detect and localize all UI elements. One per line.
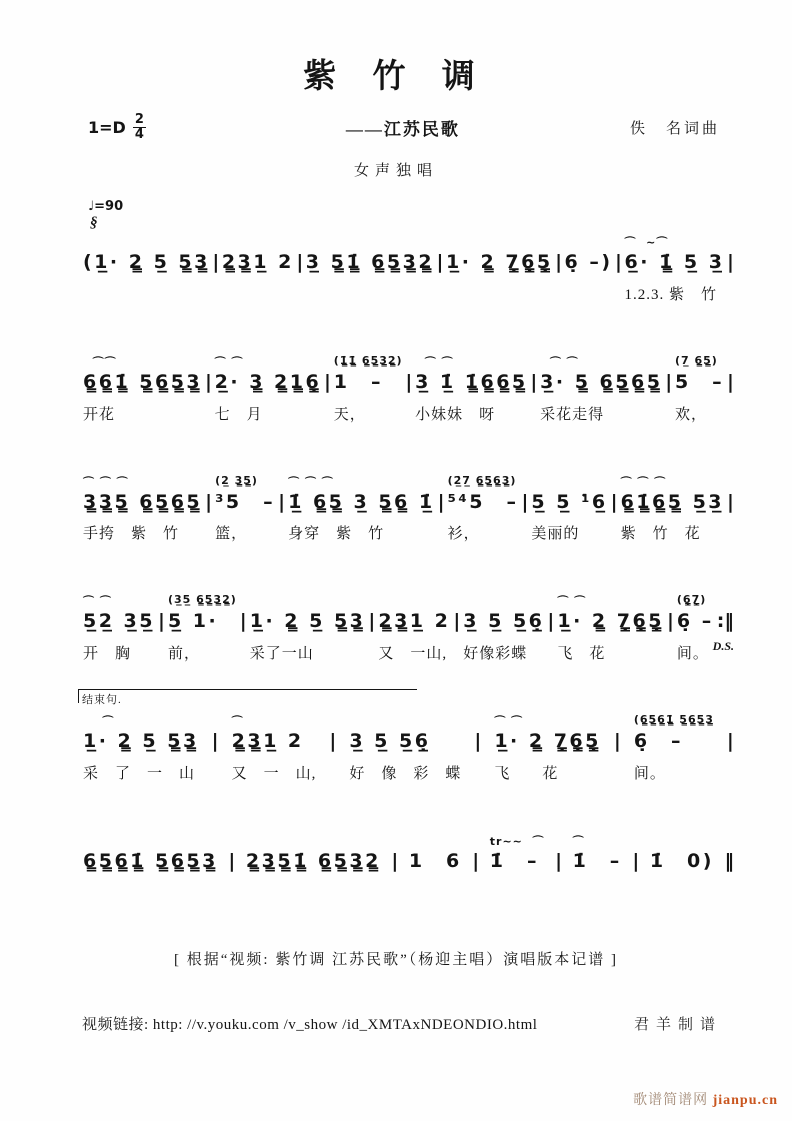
- jianpu-notes: 1̲· 2̳ 7̳̣6̳̣5̳̣: [557, 610, 664, 633]
- ornament-annotation: ⌒ ⌒: [415, 356, 454, 370]
- barline: |: [204, 371, 212, 394]
- measure: [572, 833, 623, 899]
- barline: :‖: [716, 610, 734, 633]
- tempo-block: [88, 200, 792, 232]
- measure: [287, 474, 436, 544]
- measure: [245, 833, 382, 899]
- lyrics: 紫 竹 花: [620, 526, 701, 543]
- barline: |: [521, 490, 529, 513]
- jianpu-notes: 2̳3̳1̲ 2: [221, 251, 294, 274]
- lyrics: 前，: [167, 646, 200, 663]
- jianpu-notes: ⁵⁴5 –: [447, 490, 519, 513]
- lyrics: 采了一山: [249, 646, 314, 663]
- watermark-site-name: 歌谱简谱网: [633, 1093, 713, 1108]
- ornament-annotation: (6̳5̳6̳1̳̇ 5̳6̳5̳3̳: [633, 713, 714, 727]
- lyrics: [573, 881, 622, 898]
- ornament-annotation: [306, 234, 434, 250]
- score-line: [82, 354, 734, 424]
- ornament-annotation: ⌒ ⌒: [494, 715, 524, 729]
- jianpu-notes: 1̲· 2̳ 7̳̣6̳̣5̳̣: [446, 251, 553, 274]
- jianpu-notes: 6̣ –: [633, 730, 684, 753]
- lyrics: 1.2.3. 紫 竹: [624, 287, 718, 304]
- barline: |: [437, 490, 445, 513]
- lyrics: [246, 881, 381, 898]
- measure: [305, 234, 435, 300]
- ornament-annotation: ⌒: [231, 715, 244, 729]
- ornament-annotation: (3̲5̲ 6̳5̳3̳2̳): [167, 593, 237, 607]
- time-signature-bottom: 4: [134, 126, 144, 142]
- lyrics: 美丽的: [531, 526, 580, 543]
- jianpu-notes: 3̲ 5̲ 5̲6̲̣: [349, 730, 431, 753]
- barline: |: [278, 490, 286, 513]
- ornament-annotation: [83, 833, 218, 849]
- measure: [82, 833, 219, 899]
- ornament-annotation: ⌒ ⌒: [540, 356, 579, 370]
- barline: |: [555, 849, 563, 872]
- lyrics: 又 一山,: [378, 646, 448, 663]
- lyrics: [222, 283, 294, 300]
- ornament-annotation: ⌒ ∼⌒: [624, 236, 669, 250]
- barline: |: [726, 730, 734, 753]
- barline: ‖: [724, 849, 734, 872]
- jianpu-notes: 1̇ –: [572, 849, 622, 872]
- score-line: [82, 694, 734, 783]
- lyrics: 采 了 一 山: [83, 765, 196, 782]
- time-signature: [133, 113, 146, 141]
- barline: |: [726, 371, 734, 394]
- measure: [82, 713, 200, 783]
- lyrics: 篮，: [215, 526, 248, 543]
- lyrics: [409, 881, 462, 898]
- song-source: ——江苏民歌: [345, 119, 460, 139]
- measure: [676, 593, 715, 663]
- measure: [333, 354, 404, 424]
- lyrics: 七 月: [214, 406, 263, 423]
- barline: |: [212, 251, 220, 274]
- song-title: 紫 竹 调: [303, 59, 489, 95]
- site-watermark: [633, 1089, 778, 1109]
- measure: [167, 593, 238, 663]
- barline: |: [666, 610, 674, 633]
- jianpu-notes: 3̳3̳5̳ 6̳5̳6̳5̳: [83, 490, 203, 513]
- measure: [82, 593, 156, 663]
- barline: |: [228, 849, 236, 872]
- jianpu-notes: 3̲ 5̲ 5̲6̲̣: [463, 610, 545, 633]
- key-label: 1=D: [88, 117, 126, 137]
- barline: |: [665, 371, 673, 394]
- ornament-annotation: (2̲̇7̲ 6̳5̳6̳3̳): [447, 473, 517, 487]
- barline: |: [472, 849, 480, 872]
- measure: [633, 713, 715, 783]
- ornament-annotation: [650, 833, 714, 849]
- measure: [539, 354, 663, 424]
- lyrics: 采花走得: [540, 406, 605, 423]
- ornament-annotation: (2̲ 3̳5̳): [215, 473, 258, 487]
- lyrics: 又 一 山,: [231, 765, 317, 782]
- measure: [493, 713, 602, 783]
- measure: [231, 713, 318, 783]
- measure: [221, 234, 295, 300]
- ornament-annotation: [246, 833, 381, 849]
- jianpu-notes: 1̲· 2̳ 7̳̣6̳̣5̳̣: [494, 730, 601, 753]
- barline: |: [436, 251, 444, 274]
- ornament-annotation: ⌒ ⌒: [83, 595, 112, 609]
- barline: |: [368, 610, 376, 633]
- jianpu-notes: 1̲· 2̳ 5̲ 5̳3̳: [249, 610, 366, 633]
- ornament-annotation: tr∼∼ ⌒: [489, 834, 545, 848]
- ornament-annotation: [349, 713, 461, 729]
- barline: |: [474, 730, 482, 753]
- measure: [462, 593, 545, 663]
- measure: [348, 713, 462, 783]
- lyrics: [83, 881, 218, 898]
- ornament-annotation: ⌒ ⌒ ⌒: [288, 475, 334, 489]
- jianpu-notes: 1̲· 2̳ 5̲ 5̳3̳: [83, 730, 199, 753]
- barline: |: [211, 730, 219, 753]
- lyrics: 身穿 紫 竹: [288, 526, 385, 543]
- jianpu-notes: 1̇ –: [489, 849, 540, 872]
- jianpu-notes: 3̲ 1̲̇ 1̳̇6̳6̳5̳: [415, 371, 528, 394]
- lyrics: 欢，: [674, 406, 707, 423]
- lyrics: [446, 283, 553, 300]
- barline: |: [555, 251, 563, 274]
- measure: [249, 593, 367, 663]
- score-line: [82, 593, 734, 663]
- lyrics: 开 胸: [83, 646, 132, 663]
- lyrics: [306, 283, 434, 300]
- key-signature: [88, 113, 146, 141]
- composer-credit: 佚 名词曲: [629, 120, 720, 137]
- watermark-domain: jianpu.cn: [712, 1093, 778, 1108]
- measure: [445, 234, 554, 300]
- ornament-annotation: [378, 593, 450, 609]
- lyrics: 好 像 彩 蝶: [349, 765, 462, 782]
- jianpu-notes: 2̳3̳1̲ 2: [231, 730, 304, 753]
- measure: [414, 354, 529, 424]
- measure: [82, 354, 203, 424]
- ornament-annotation: (6̳̣7̳̣): [676, 593, 707, 607]
- meta-row: [88, 113, 720, 141]
- measure: [408, 833, 463, 899]
- jianpu-notes: 6̳5̳6̳1̳̇ 5̳6̳5̳3̳: [83, 849, 218, 872]
- ornament-annotation: [463, 593, 544, 609]
- lyrics: 衫，: [447, 526, 480, 543]
- barline: |: [324, 371, 331, 394]
- ornament-annotation: ⌒ ⌒: [557, 595, 587, 609]
- ornament-annotation: ⌒: [83, 715, 115, 729]
- jianpu-notes: 5̲ 5̲ ¹̇6̲: [531, 490, 608, 513]
- barline: |: [726, 251, 734, 274]
- measure: [214, 354, 323, 424]
- barline: |: [239, 610, 247, 633]
- lyrics: 飞 花: [494, 765, 559, 782]
- video-link-label: 视频链接:: [82, 1017, 149, 1034]
- measure: [649, 833, 715, 899]
- ornament-annotation: ⌒ ⌒: [214, 356, 244, 370]
- jianpu-notes: ³5 –: [215, 490, 276, 513]
- lyrics: [83, 283, 210, 300]
- barline: |: [610, 490, 618, 513]
- measure: [82, 234, 211, 300]
- jianpu-notes: 3̲ 5̳1̳̇ 6̳5̳3̳2̳: [305, 251, 435, 274]
- lyrics: 天，: [333, 406, 366, 423]
- performance-subtitle: 女声独唱: [353, 163, 438, 180]
- ending-phrase-label: 结束句.: [78, 689, 417, 703]
- jianpu-notes: 1̲̇ 6̳5̳ 3̲ 5̳6̳ 1̲̇: [288, 490, 435, 513]
- jianpu-notes: 5 –: [674, 371, 725, 394]
- barline: |: [453, 610, 461, 633]
- measure: [82, 474, 203, 544]
- video-link: [82, 1013, 537, 1034]
- ornament-annotation: [565, 234, 613, 250]
- jianpu-notes: 1 –: [333, 371, 383, 394]
- ornament-annotation: [446, 234, 553, 250]
- barline: |: [205, 490, 213, 513]
- score-line: [82, 833, 734, 899]
- jianpu-notes: 2̳3̳5̳1̳̇ 6̳5̳3̳2̳: [245, 849, 381, 872]
- jianpu-notes: 2̳3̳1̲ 2: [378, 610, 451, 633]
- jianpu-notes: (1̲· 2̳ 5̲ 5̳3̳: [83, 251, 210, 274]
- measure: [530, 474, 608, 544]
- measure: [620, 474, 725, 544]
- lyrics: [565, 283, 613, 300]
- lyrics: 小妹妹 呀: [415, 406, 496, 423]
- ornament-annotation: [531, 474, 607, 490]
- jianpu-notes: 6̳6̳1̳̇ 5̳6̳5̳3̳: [83, 371, 203, 394]
- jianpu-notes: 5̲ 1·: [167, 610, 219, 633]
- segno-icon: §: [90, 215, 98, 232]
- barline: |: [329, 730, 337, 753]
- jianpu-notes: 1̇ 0): [649, 849, 714, 872]
- lyrics: 好像彩蝶: [463, 646, 528, 663]
- lyrics: 开花: [83, 406, 116, 423]
- ornament-annotation: [250, 593, 366, 609]
- footer-row: [82, 1013, 722, 1034]
- jianpu-notes: 5̲2̲ 3̲5̲: [83, 610, 155, 633]
- ornament-annotation: ⌒: [572, 834, 585, 848]
- lyrics: [490, 881, 545, 898]
- measure: [377, 593, 451, 663]
- measure: [447, 474, 520, 544]
- ornament-annotation: [222, 234, 294, 250]
- jianpu-notes: 6̣ –: [676, 610, 714, 633]
- ornament-annotation: [409, 833, 462, 849]
- score-line: [82, 234, 734, 304]
- time-signature-top: 2: [134, 112, 144, 127]
- barline: |: [158, 610, 165, 633]
- jianpu-notes: 1 6: [408, 849, 462, 872]
- transcriber-seal: 君羊制谱: [633, 1017, 722, 1034]
- jianpu-notes: 2̲· 3̳ 2̳1̳6̳̣: [214, 371, 322, 394]
- barline: |: [530, 371, 538, 394]
- jianpu-notes: 6̲· 1̳̇ 5̲ 3̲: [624, 251, 725, 274]
- measure: [489, 833, 546, 899]
- barline: |: [727, 490, 734, 513]
- ornament-annotation: ⌒ ⌒ ⌒: [620, 475, 667, 489]
- ornament-annotation: ⌒⌒: [83, 356, 117, 370]
- measure: [556, 593, 665, 663]
- lyrics: 飞 花: [557, 646, 606, 663]
- measure: [214, 474, 276, 544]
- ornament-annotation: (7̲ 6̳5̳): [674, 354, 718, 368]
- dal-segno-mark: D.S.: [712, 639, 734, 654]
- barline: |: [405, 371, 413, 394]
- lyrics: 手挎 紫 竹: [83, 526, 180, 543]
- score-line: [82, 474, 734, 544]
- lyrics: 间。: [676, 646, 709, 663]
- jianpu-notes: 6̣ –): [564, 251, 613, 274]
- measure: [624, 234, 726, 304]
- barline: |: [615, 251, 622, 274]
- jianpu-notes: 6̳1̳̇6̳5̳ 5̲3̲: [620, 490, 725, 513]
- jianpu-notes: 3̲· 5̳ 6̳5̳6̳5̳: [540, 371, 663, 394]
- ornament-annotation: [83, 234, 210, 250]
- lyrics: 间。: [633, 765, 666, 782]
- measure: [674, 354, 725, 424]
- barline: |: [613, 730, 621, 753]
- measure: [564, 234, 614, 300]
- tempo-marking: ♩=90: [88, 199, 124, 215]
- score: [82, 234, 734, 898]
- barline: |: [296, 251, 304, 274]
- barline: |: [547, 610, 555, 633]
- barline: |: [632, 849, 640, 872]
- ornament-annotation: (1̳̇1̳̇ 6̳5̳3̳2̳): [333, 354, 403, 368]
- video-link-url: http: //v.youku.com /v_show /id_XMTAxNDEONDIO.html: [152, 1017, 538, 1034]
- ornament-annotation: ⌒ ⌒ ⌒: [83, 475, 129, 489]
- transcription-note: [ 根据“视频: 紫竹调 江苏民歌”（杨迎主唱）演唱版本记谱 ]: [174, 952, 618, 969]
- lyrics: [650, 881, 714, 898]
- barline: |: [391, 849, 399, 872]
